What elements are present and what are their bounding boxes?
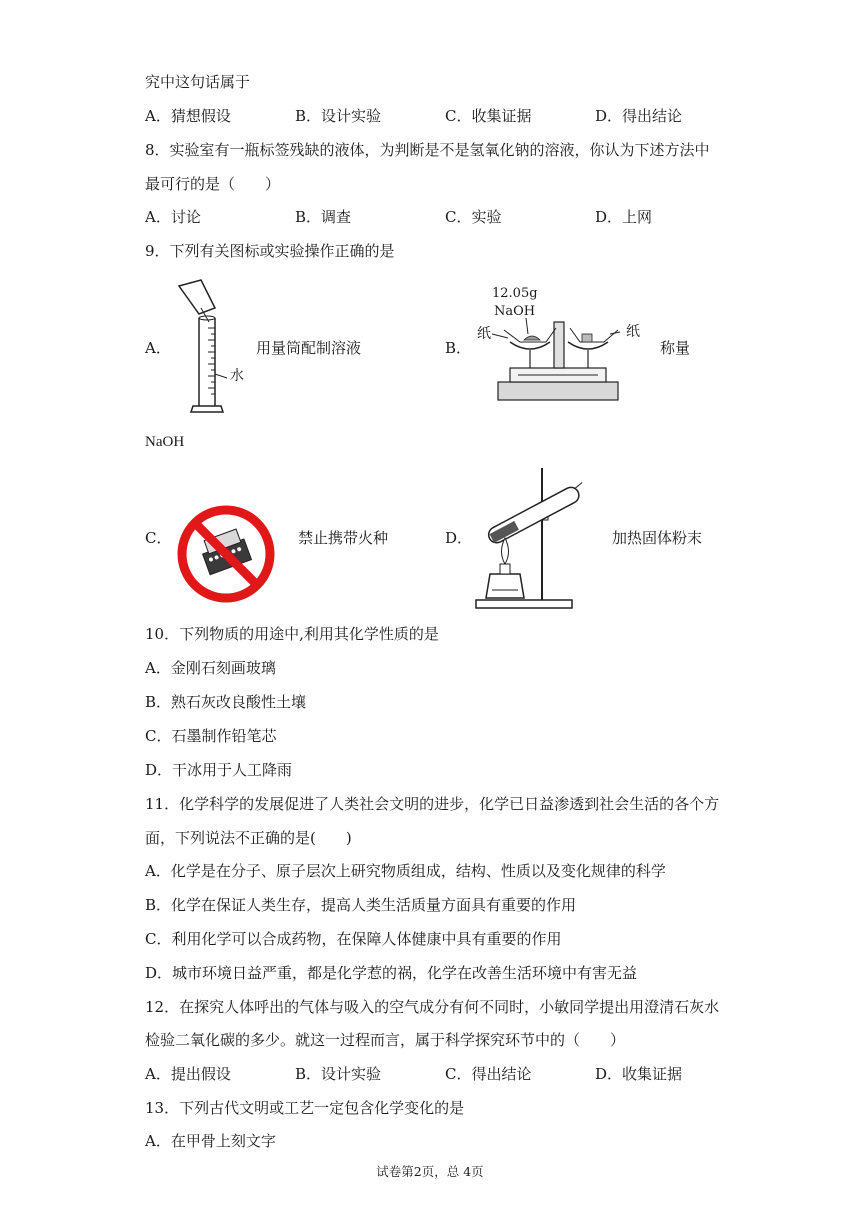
q7-option-a: A．猜想假设 xyxy=(145,107,231,125)
q10-stem: 10．下列物质的用途中,利用其化学性质的是 xyxy=(145,625,439,643)
page-footer: 试卷第2页，总 4页 xyxy=(376,1164,484,1179)
q7-option-d: D．得出结论 xyxy=(595,107,683,125)
q9-option-a-caption: 用量筒配制溶液 xyxy=(256,339,362,357)
heating-apparatus-figure xyxy=(462,466,602,614)
q9-b-substance-label: NaOH xyxy=(494,304,536,319)
q9-option-d-caption: 加热固体粉末 xyxy=(612,529,703,547)
q10-option-a: A．金刚石刻画玻璃 xyxy=(145,659,276,677)
q7-option-c: C．收集证据 xyxy=(445,107,532,125)
q12-option-c: C．得出结论 xyxy=(445,1065,532,1083)
q12-stem-line2: 检验二氧化碳的多少。就这一过程而言，属于科学探究环节中的（ ） xyxy=(145,1031,626,1049)
q9-b-paper-left-label: 纸 xyxy=(477,326,491,342)
q9-a-water-label: 水 xyxy=(230,368,244,384)
q12-option-b: B．设计实验 xyxy=(295,1065,382,1083)
q11-option-a: A．化学是在分子、原子层次上研究物质组成，结构、性质以及变化规律的科学 xyxy=(145,862,666,880)
q10-option-b: B．熟石灰改良酸性土壤 xyxy=(145,693,307,711)
q9-option-a-letter: A． xyxy=(145,339,171,357)
q10-option-d: D．干冰用于人工降雨 xyxy=(145,761,293,779)
q8-stem-line1: 8．实验室有一瓶标签残缺的液体，为判断是不是氢氧化钠的溶液，你认为下述方法中 xyxy=(145,141,710,159)
q8-option-b: B．调查 xyxy=(295,208,352,226)
q9-stem: 9．下列有关图标或实验操作正确的是 xyxy=(145,242,395,260)
q9-option-c-letter: C． xyxy=(145,529,172,547)
q11-stem-line1: 11．化学科学的发展促进了人类社会文明的进步，化学已日益渗透到社会生活的各个方 xyxy=(145,795,720,813)
q12-option-a: A．提出假设 xyxy=(145,1065,231,1083)
q11-option-c: C．利用化学可以合成药物，在保障人体健康中具有重要的作用 xyxy=(145,930,562,948)
q7-option-b: B．设计实验 xyxy=(295,107,382,125)
q13-stem: 13．下列古代文明或工艺一定包含化学变化的是 xyxy=(145,1099,465,1117)
q11-stem-line2: 面，下列说法不正确的是( ) xyxy=(145,829,352,847)
q9-option-b-caption: 称量 xyxy=(660,339,691,357)
q8-option-d: D．上网 xyxy=(595,208,653,226)
graduated-cylinder-figure xyxy=(175,278,255,414)
q7-stem-tail: 究中这句话属于 xyxy=(145,73,251,91)
q9-option-c-caption: 禁止携带火种 xyxy=(298,529,389,547)
q8-option-c: C．实验 xyxy=(445,208,502,226)
q11-option-d: D．城市环境日益严重，都是化学惹的祸，化学在改善生活环境中有害无益 xyxy=(145,964,638,982)
q9-b-mass-label: 12.05g xyxy=(492,286,538,301)
q9-option-b-caption-wrap: NaOH xyxy=(145,434,185,450)
no-fire-sign-icon xyxy=(174,502,278,606)
q8-stem-line2: 最可行的是（ ） xyxy=(145,175,281,193)
q9-b-paper-right-label: 纸 xyxy=(626,324,640,340)
q11-option-b: B．化学在保证人类生存，提高人类生活质量方面具有重要的作用 xyxy=(145,896,577,914)
q8-option-a: A．讨论 xyxy=(145,208,201,226)
q10-option-c: C．石墨制作铅笔芯 xyxy=(145,727,277,745)
q12-option-d: D．收集证据 xyxy=(595,1065,683,1083)
q9-option-b-letter: B． xyxy=(445,339,472,357)
q13-option-a: A．在甲骨上刻文字 xyxy=(145,1132,276,1150)
q12-stem-line1: 12．在探究人体呼出的气体与吸入的空气成分有何不同时，小敏同学提出用澄清石灰水 xyxy=(145,998,720,1016)
q9-option-d-letter: D． xyxy=(445,529,473,547)
